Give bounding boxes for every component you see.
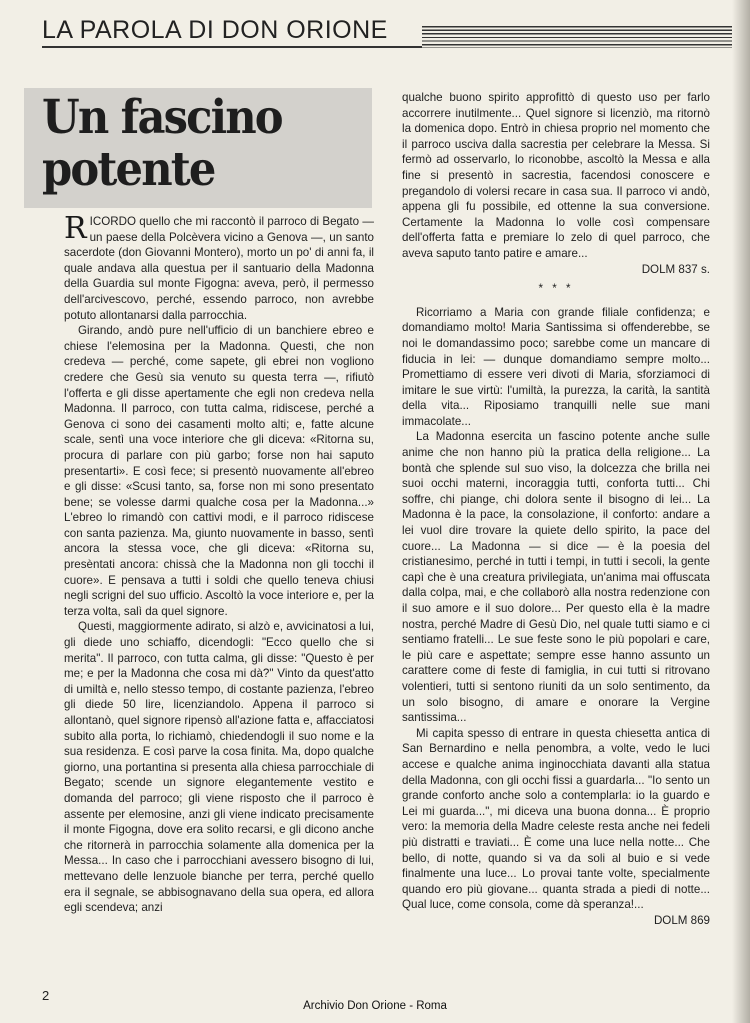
article-title-line-2: potente [42,142,215,197]
paragraph: Ricorriamo a Maria con grande filiale confidenza; e domandiamo molto! Maria Santissima si offenderebbe, se noi le domandassimo poco; sarebbe come un mancare di fiducia in lei: — dunque domandiamo sempre molto... Promettiamo di essere veri divoti di Maria, sforziamoci di imitare le sue virtù: l'umiltà, la purezza, la carità, la santità della vita... Riposiamo tranquilli nelle sue mani immacolate... [402,305,710,428]
page-binding-shadow [732,0,750,1023]
section-separator: * * * [538,282,574,296]
archive-caption: Archivio Don Orione - Roma [303,1000,447,1012]
header-decorative-lines [422,26,732,48]
citation: DOLM 869 [653,913,710,927]
paragraph: Girando, andò pure nell'ufficio di un banchiere ebreo e chiese l'elemosina per la Madonna. Questi, che non credeva — perché, come sapete, gli ebrei non vogliono credere che Gesù sia venuto su questa terra —, rifiutò l'offerta e gli disse apertamente che egli non credeva nella Madonna. Il parroco, con tutta calma, ridiscese, perché a Genova ci sono dei casamenti molto alti; e, fatte alcune scale, sentì una voce interiore che gli diceva: «Ritorna su, procura di parlare con più garbo; forse non hai saputo presentarti». E così fece; si presentò nuovamente all'ebreo e gli disse: «Scusi tanto, sa, forse non mi sono presentato bene; se volesse darmi qualche cosa per la Madonna...» L'ebreo lo rimandò con cattivi modi, e il parroco ridiscese con santa pazienza. Ma, giunto nuovamente in basso, sentì ancora la stessa voce, che gli diceva: «Ritorna su, presèntati ancora: chissà che la Madonna non gli tocchi il cuore». E pensava a tutti i soldi che quello teneva chiusi negli scrigni del suo ufficio. Ascoltò la voce interiore e, per la terza volta, salì da quel signore. [64,324,374,618]
left-column [64,211,374,916]
header-underline [42,46,422,48]
right-column [402,90,710,928]
paragraph: La Madonna esercita un fascino potente anche sulle anime che non hanno più la pratica della religione... La bontà che splende sul suo viso, la dolcezza che brilla nei suoi occhi materni, incoraggia tutti, conforta tutti... Chi soffre, chi piange, chi dolora sente il bisogno di lei... La Madonna è la pace, la consolazione, il conforto: andare a lei vuol dire trovare la quiete dello spirito, la pace del cuore... La Madonna — si dice — è la poesia del cristianesimo, perché in tutti i tempi, in tutti i secoli, la gente capì che è una creatura privilegiata, un'anima mai offuscata dalla colpa, mai, e che collaborò alla nostra redenzione con il suo amore e il suo dolore... Per questo ella è la madre nostra, perché Madre di Gesù Dio, nel quale tutti siamo e ci sentiamo fratelli... Le sue feste sono le più popolari e care, le più care e aspettate; sempre esse hanno assunto un carattere come di feste di famiglia, in cui tutti si ritrovano volentieri, tutti si sentono riuniti da un solo sentimento, da un solo bisogno, di amare e onorare la Vergine santissima... [402,430,710,725]
paragraph-text: ICORDO quello che mi raccontò il parroco di Begato — un paese della Polcèvera vicino a Genova —, un santo sacerdote (don Giovanni Montero), morto un po' di anni fa, il quale andava alla questua per il santuario della Madonna della Guardia sul monte Figogna: aveva, però, il permesso dell'arcivescovo, perché, essendo parroco, non avrebbe potuto allontanarsi dalla parrocchia. [64,215,374,322]
section-title: LA PAROLA DI DON ORIONE [42,16,388,44]
citation: DOLM 837 s. [641,262,710,276]
section-header [42,10,732,48]
paragraph: qualche buono spirito approfittò di questo uso per farlo accorrere inutilmente... Quel signore si licenziò, ma ritornò la domenica dopo. Entrò in chiesa proprio nel momento che il parroco usciva dalla sacrestia per celebrare la Messa. Si fermò ad osservarlo, lo riconobbe, ascoltò la Messa e alla fine si presentò in sacrestia, facendosi conoscere e pregandolo di volersi recare in casa sua. Il parroco vi andò, appena gli fu possibile, ed ottenne la sua conversione. Certamente la Madonna lo volle così compensare dell'offerta fatta e premiare lo zelo di quel parroco, che aveva saputo tanto patire e amare... [402,91,710,260]
article-title [42,92,336,196]
paragraph [64,211,374,323]
page-number: 2 [42,988,50,1003]
drop-cap: R [64,211,87,246]
article-title-line-1: Un fascino [42,90,282,145]
paragraph: Questi, maggiormente adirato, si alzò e, avvicinatosi a lui, gli diede uno schiaffo, dicendogli: "Ecco quello che si merita". Il parroco, con tutta calma, gli disse: "Questo è per me; e per la Madonna che cosa mi dà?" Vinto da quest'atto di umiltà e, nello stesso tempo, di costante pazienza, l'ebreo gli diede 50 lire, licenziandolo. Appena il parroco si allontanò, quel signore ripensò all'azione fatta e, affacciatosi subito alla porta, lo richiamò, chiedendogli il suo nome e la sua residenza. E così parve la cosa finita. Ma, dopo qualche giorno, una portantina si presenta alla chiesa parrocchiale di Begato; scende un signore elegantemente vestito e domanda del parroco; gli viene risposto che il parroco è assente per elemosine, anzi gli viene indicato precisamente il monte Figogna, dove era solito recarsi, e gli dicono anche che ritornerà in parrocchia solamente alla domenica per la Messa... In caso che i parrocchiani avessero bisogno di lui, mettevano delle lenzuole bianche per terra, perché quello era il segnale, se abbisognavano della sua opera, ed allora egli scendeva; anzi [64,620,374,915]
paragraph: Mi capita spesso di entrare in questa chiesetta antica di San Bernardino e nella penombra, a volte, vedo le luci accese e qualche anima inginocchiata davanti alla statua della Madonna, con gli occhi fissi a guardarla... "Io sento un grande conforto anche solo a contemplarla: io la guardo e Lei mi guarda...", mi diceva una buona donna... È proprio vero: la memoria della Madre celeste resta anche nei fedeli più distratti e traviati... È come una luce nella notte... Che bello, di notte, quando si va da soli al buio e si vede finalmente una luce... Lo provai tante volte, specialmente quando ero più giovane... quanta strada a piedi di notte... Qual luce, come consola, come dà speranza!... [402,726,710,912]
